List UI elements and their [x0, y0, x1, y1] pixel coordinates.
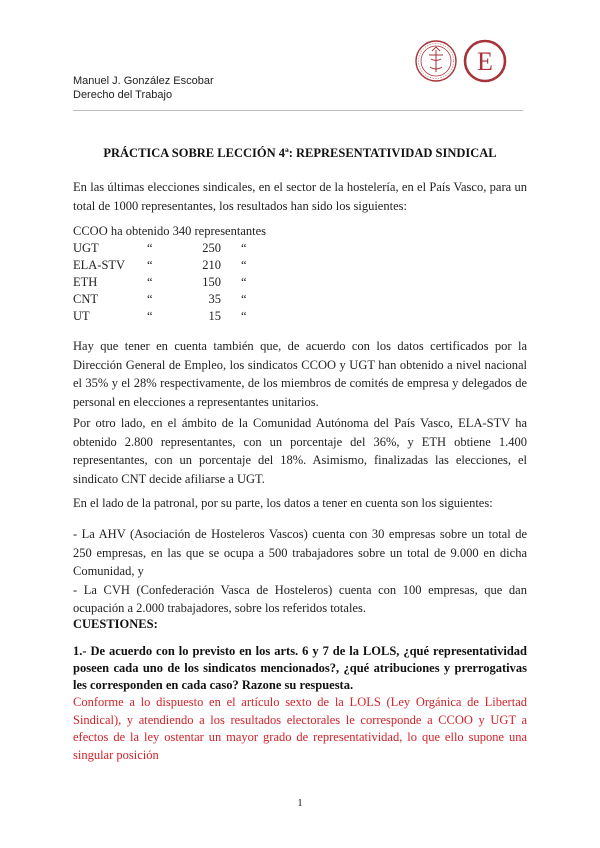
- page-number: 1: [297, 797, 303, 809]
- employers-intro-paragraph: En el lado de la patronal, por su parte, los datos a tener en cuenta son los siguientes:: [73, 496, 493, 510]
- page-title: PRÁCTICA SOBRE LECCIÓN 4ª: REPRESENTATIVIDAD SINDICAL: [103, 146, 497, 160]
- ditto-mark: “: [241, 275, 247, 289]
- ditto-mark: “: [241, 309, 247, 323]
- representatives-count: 210: [202, 258, 221, 272]
- union-name: ETH: [73, 275, 98, 289]
- union-name: UT: [73, 309, 90, 323]
- union-name: ELA-STV: [73, 258, 126, 272]
- results-row: [73, 241, 281, 258]
- intro-paragraph: En las últimas elecciones sindicales, en el sector de la hostelería, en el País Vasco, para un total de 1000 representantes, los resultados han sido los siguientes:: [73, 180, 527, 213]
- results-first-row: CCOO ha obtenido 340 representantes: [73, 224, 267, 238]
- representatives-count: 150: [202, 275, 221, 289]
- employers-list: [73, 525, 527, 618]
- ditto-mark: “: [241, 292, 247, 306]
- results-row: [73, 292, 281, 309]
- header-divider: [73, 110, 523, 111]
- ditto-mark: “: [241, 241, 247, 255]
- representatives-count: 15: [208, 309, 221, 323]
- question-1: 1.- De acuerdo con lo previsto en los arts. 6 y 7 de la LOLS, ¿qué representatividad poseen cada uno de los sindicatos mencionados?, ¿qué atribuciones y prerrogativas les corresponden en cada caso? Razone su respuesta.: [73, 644, 527, 692]
- national-data-paragraph: Hay que tener en cuenta también que, de acuerdo con los datos certificados por la Dirección General de Empleo, los sindicatos CCOO y UGT han obtenido a nivel nacional el 35% y el 28% respectivamente, de los miembros de comités de empresa y delegados de personal en elecciones a representantes unitarios.: [73, 339, 527, 409]
- answer-1: Conforme a lo dispuesto en el artículo sexto de la LOLS (Ley Orgánica de Libertad Sindical), y atendiendo a los resultados electorales le corresponde a CCOO y UGT a efectos de la ley ostentar un mayor grado de representatividad, lo que ello supone una singular posición: [73, 695, 527, 762]
- logo-letter: E: [477, 47, 493, 76]
- employer-item-cvh: - La CVH (Confederación Vasca de Hosteleros) cuenta con 100 empresas, que dan ocupación a 2.000 trabajadores, sobre los referidos totales.: [73, 582, 527, 615]
- results-row: [73, 258, 281, 275]
- document-header: [73, 74, 214, 102]
- union-name: CNT: [73, 292, 98, 306]
- logo-graphic: [414, 38, 508, 84]
- results-table: [73, 241, 281, 326]
- results-row: [73, 275, 281, 292]
- author-name: Manuel J. González Escobar: [73, 75, 214, 87]
- questions-heading: CUESTIONES:: [73, 617, 158, 631]
- union-name: UGT: [73, 241, 99, 255]
- employer-item-ahv: - La AHV (Asociación de Hosteleros Vascos) cuenta con 30 empresas sobre un total de 250 empresas, en las que se ocupa a 500 trabajadores sobre un total de 9.000 en dicha Comunidad, y: [73, 527, 527, 578]
- results-row: [73, 309, 281, 326]
- regional-data-paragraph: Por otro lado, en el ámbito de la Comunidad Autónoma del País Vasco, ELA-STV ha obtenido 2.800 representantes, con un porcentaje del 36%, y ETH obtiene 1.400 representantes, con un porcentaje del 18%. Asimismo, finalizadas las elecciones, el sindicato CNT decide afiliarse a UGT.: [73, 416, 527, 486]
- course-name: Derecho del Trabajo: [73, 89, 173, 101]
- representatives-count: 250: [202, 241, 221, 255]
- ditto-mark: “: [147, 241, 153, 255]
- university-logos: [414, 38, 508, 84]
- faculty-e-logo: [465, 41, 505, 81]
- ditto-mark: “: [147, 275, 153, 289]
- ditto-mark: “: [147, 309, 153, 323]
- ditto-mark: “: [147, 292, 153, 306]
- ditto-mark: “: [241, 258, 247, 272]
- election-results: [73, 224, 281, 326]
- university-seal-logo: [416, 41, 456, 81]
- ditto-mark: “: [147, 258, 153, 272]
- representatives-count: 35: [208, 292, 221, 306]
